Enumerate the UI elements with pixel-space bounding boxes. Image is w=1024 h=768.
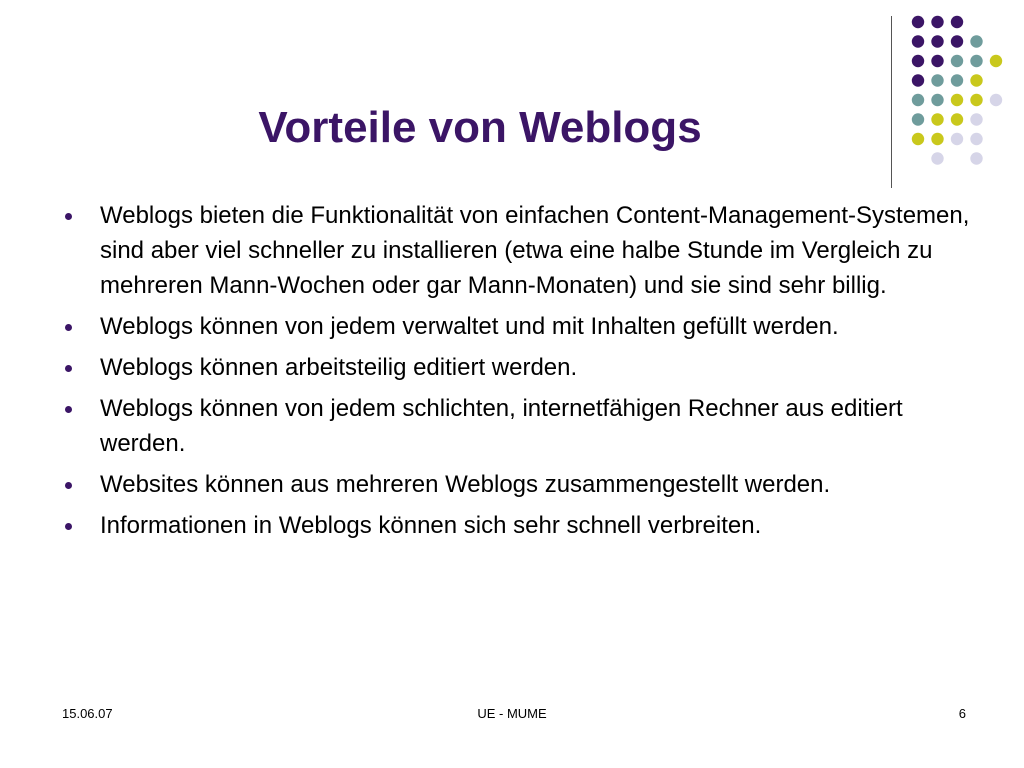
decorative-dot xyxy=(912,133,924,145)
decorative-dot xyxy=(931,74,943,86)
decorative-dot xyxy=(990,55,1002,67)
footer-title: UE - MUME xyxy=(477,706,547,721)
bullet-dot-icon xyxy=(65,482,72,489)
bullet-text: Weblogs bieten die Funktionalität von einfachen Content-Management-Systemen, sind aber viel schneller zu installieren (etwa eine halbe Stunde im Vergleich zu mehreren Mann-Wochen oder gar Mann-Monaten) und sie sind sehr billig. xyxy=(100,202,970,299)
bullet-item xyxy=(60,467,980,502)
decorative-dot xyxy=(931,133,943,145)
decorative-dot xyxy=(970,35,982,47)
decorative-dot xyxy=(951,74,963,86)
decorative-dot xyxy=(931,16,943,28)
decorative-dot xyxy=(970,113,982,125)
decorative-dot xyxy=(912,94,924,106)
decorative-dot xyxy=(951,133,963,145)
bullet-dot-icon xyxy=(65,523,72,530)
decorative-dot xyxy=(951,35,963,47)
slide-title: Vorteile von Weblogs xyxy=(258,103,702,152)
footer-date: 15.06.07 xyxy=(62,706,113,721)
vertical-divider xyxy=(891,16,892,188)
bullet-text: Informationen in Weblogs können sich sehr schnell verbreiten. xyxy=(100,512,762,539)
decorative-dot xyxy=(970,152,982,164)
decorative-dot xyxy=(912,113,924,125)
bullet-list xyxy=(60,198,980,549)
decorative-dot xyxy=(912,74,924,86)
bullet-item xyxy=(60,198,980,303)
bullet-item xyxy=(60,508,980,543)
bullet-item xyxy=(60,350,980,385)
bullet-text: Weblogs können von jedem schlichten, internetfähigen Rechner aus editiert werden. xyxy=(100,395,903,457)
bullet-dot-icon xyxy=(65,213,72,220)
decorative-dot xyxy=(951,94,963,106)
bullet-text: Websites können aus mehreren Weblogs zusammengestellt werden. xyxy=(100,471,831,498)
page-number: 6 xyxy=(958,706,966,721)
decorative-dot xyxy=(970,74,982,86)
decorative-dot xyxy=(990,94,1002,106)
decorative-dot xyxy=(931,152,943,164)
decorative-dot xyxy=(912,55,924,67)
bullet-item xyxy=(60,391,980,461)
decorative-dot xyxy=(931,35,943,47)
bullet-dot-icon xyxy=(65,324,72,331)
bullet-dot-icon xyxy=(65,406,72,413)
decorative-dot xyxy=(931,113,943,125)
decorative-dot xyxy=(970,133,982,145)
decorative-dot xyxy=(912,35,924,47)
decorative-dot xyxy=(970,55,982,67)
bullet-item xyxy=(60,309,980,344)
bullet-dot-icon xyxy=(65,365,72,372)
decorative-dot xyxy=(931,94,943,106)
decorative-dot xyxy=(970,94,982,106)
decorative-dot xyxy=(931,55,943,67)
decorative-dot xyxy=(912,16,924,28)
decorative-dot xyxy=(951,16,963,28)
decorative-dot xyxy=(951,113,963,125)
decorative-dot xyxy=(951,55,963,67)
bullet-text: Weblogs können arbeitsteilig editiert werden. xyxy=(100,354,578,381)
bullet-text: Weblogs können von jedem verwaltet und mit Inhalten gefüllt werden. xyxy=(100,313,839,340)
